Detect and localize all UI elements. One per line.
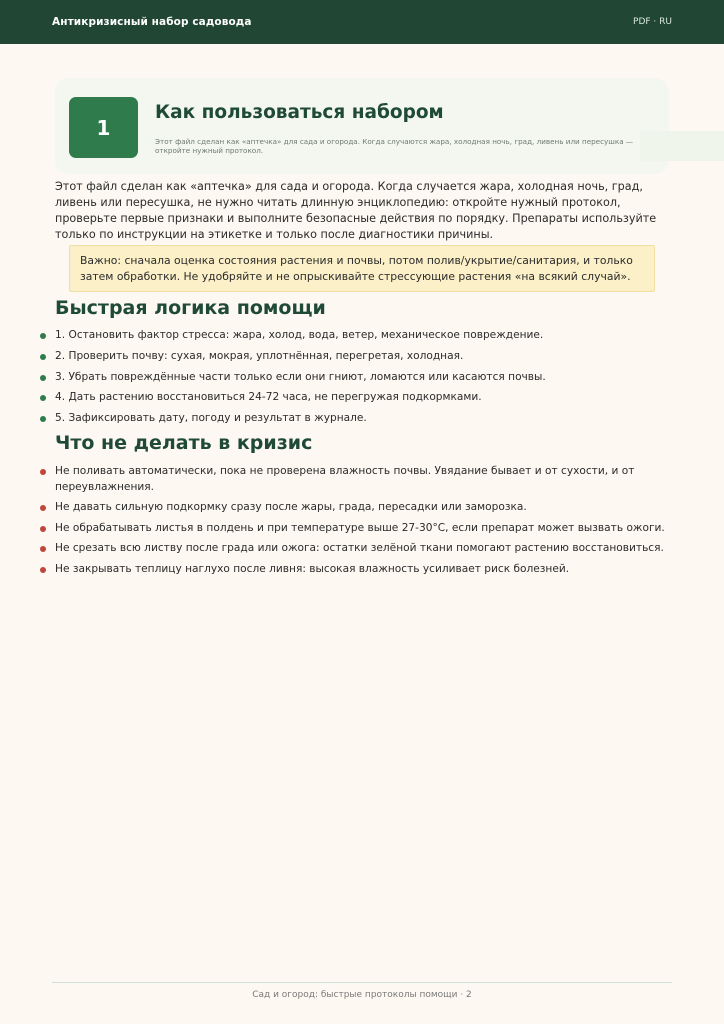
- footer-divider: [52, 982, 672, 983]
- section-title: Как пользоваться набором: [155, 102, 444, 123]
- bullet-icon: [40, 526, 46, 532]
- bullet-icon: [40, 546, 46, 552]
- top-bar: [0, 0, 724, 44]
- list-item: Не срезать всю листву после града или ожога: остатки зелёной ткани помогают растению восстановиться.: [40, 541, 670, 557]
- bullet-icon: [40, 354, 46, 360]
- bullet-icon: [40, 416, 46, 422]
- section-subtitle: Этот файл сделан как «аптечка» для сада и огорода. Когда случаются жара, холодная ночь, град, ливень или пересушка — откройте нужный протокол.: [155, 137, 634, 155]
- document-format: PDF · RU: [633, 17, 672, 27]
- section-number-badge: 1: [69, 97, 138, 158]
- list-item: 3. Убрать повреждённые части только если они гниют, ломаются или касаются почвы.: [40, 370, 670, 386]
- section-card: [55, 78, 669, 174]
- dont-heading: Что не делать в кризис: [55, 432, 313, 454]
- bullet-icon: [40, 375, 46, 381]
- list-item: Не поливать автоматически, пока не проверена влажность почвы. Увядание бывает и от сухости, и от переувлажнения.: [40, 464, 670, 495]
- list-item: 2. Проверить почву: сухая, мокрая, уплотнённая, перегретая, холодная.: [40, 349, 670, 365]
- list-item: Не обрабатывать листья в полдень и при температуре выше 27-30°C, если препарат может вызвать ожоги.: [40, 521, 670, 537]
- list-item: 4. Дать растению восстановиться 24-72 часа, не перегружая подкормками.: [40, 390, 670, 406]
- list-item: 5. Зафиксировать дату, погоду и результат в журнале.: [40, 411, 670, 427]
- intro-paragraph: Этот файл сделан как «аптечка» для сада и огорода. Когда случается жара, холодная ночь, град, ливень или пересушка, не нужно читать длинную энциклопедию: откройте нужный протокол, проверьте первые признаки и выполните безопасные действия по порядку. Препараты используйте только по инструкции на этикетке и только после диагностики причины.: [55, 180, 657, 241]
- list-item: Не закрывать теплицу наглухо после ливня: высокая влажность усиливает риск болезней.: [40, 562, 670, 578]
- bullet-icon: [40, 469, 46, 475]
- dont-list: [40, 464, 670, 582]
- logic-list: [40, 328, 670, 432]
- list-item: Не давать сильную подкормку сразу после жары, града, пересадки или заморозка.: [40, 500, 670, 516]
- bullet-icon: [40, 505, 46, 511]
- bullet-icon: [40, 567, 46, 573]
- document-title: Антикризисный набор садовода: [52, 16, 252, 28]
- bullet-icon: [40, 395, 46, 401]
- list-item: 1. Остановить фактор стресса: жара, холод, вода, ветер, механическое повреждение.: [40, 328, 670, 344]
- important-note: Важно: сначала оценка состояния растения и почвы, потом полив/укрытие/санитария, и только затем обработки. Не удобряйте и не опрыскивайте стрессующие растения «на всякий случай».: [69, 245, 655, 292]
- logic-heading: Быстрая логика помощи: [55, 297, 326, 319]
- page-footer: Сад и огород: быстрые протоколы помощи · 2: [252, 990, 472, 1000]
- bullet-icon: [40, 333, 46, 339]
